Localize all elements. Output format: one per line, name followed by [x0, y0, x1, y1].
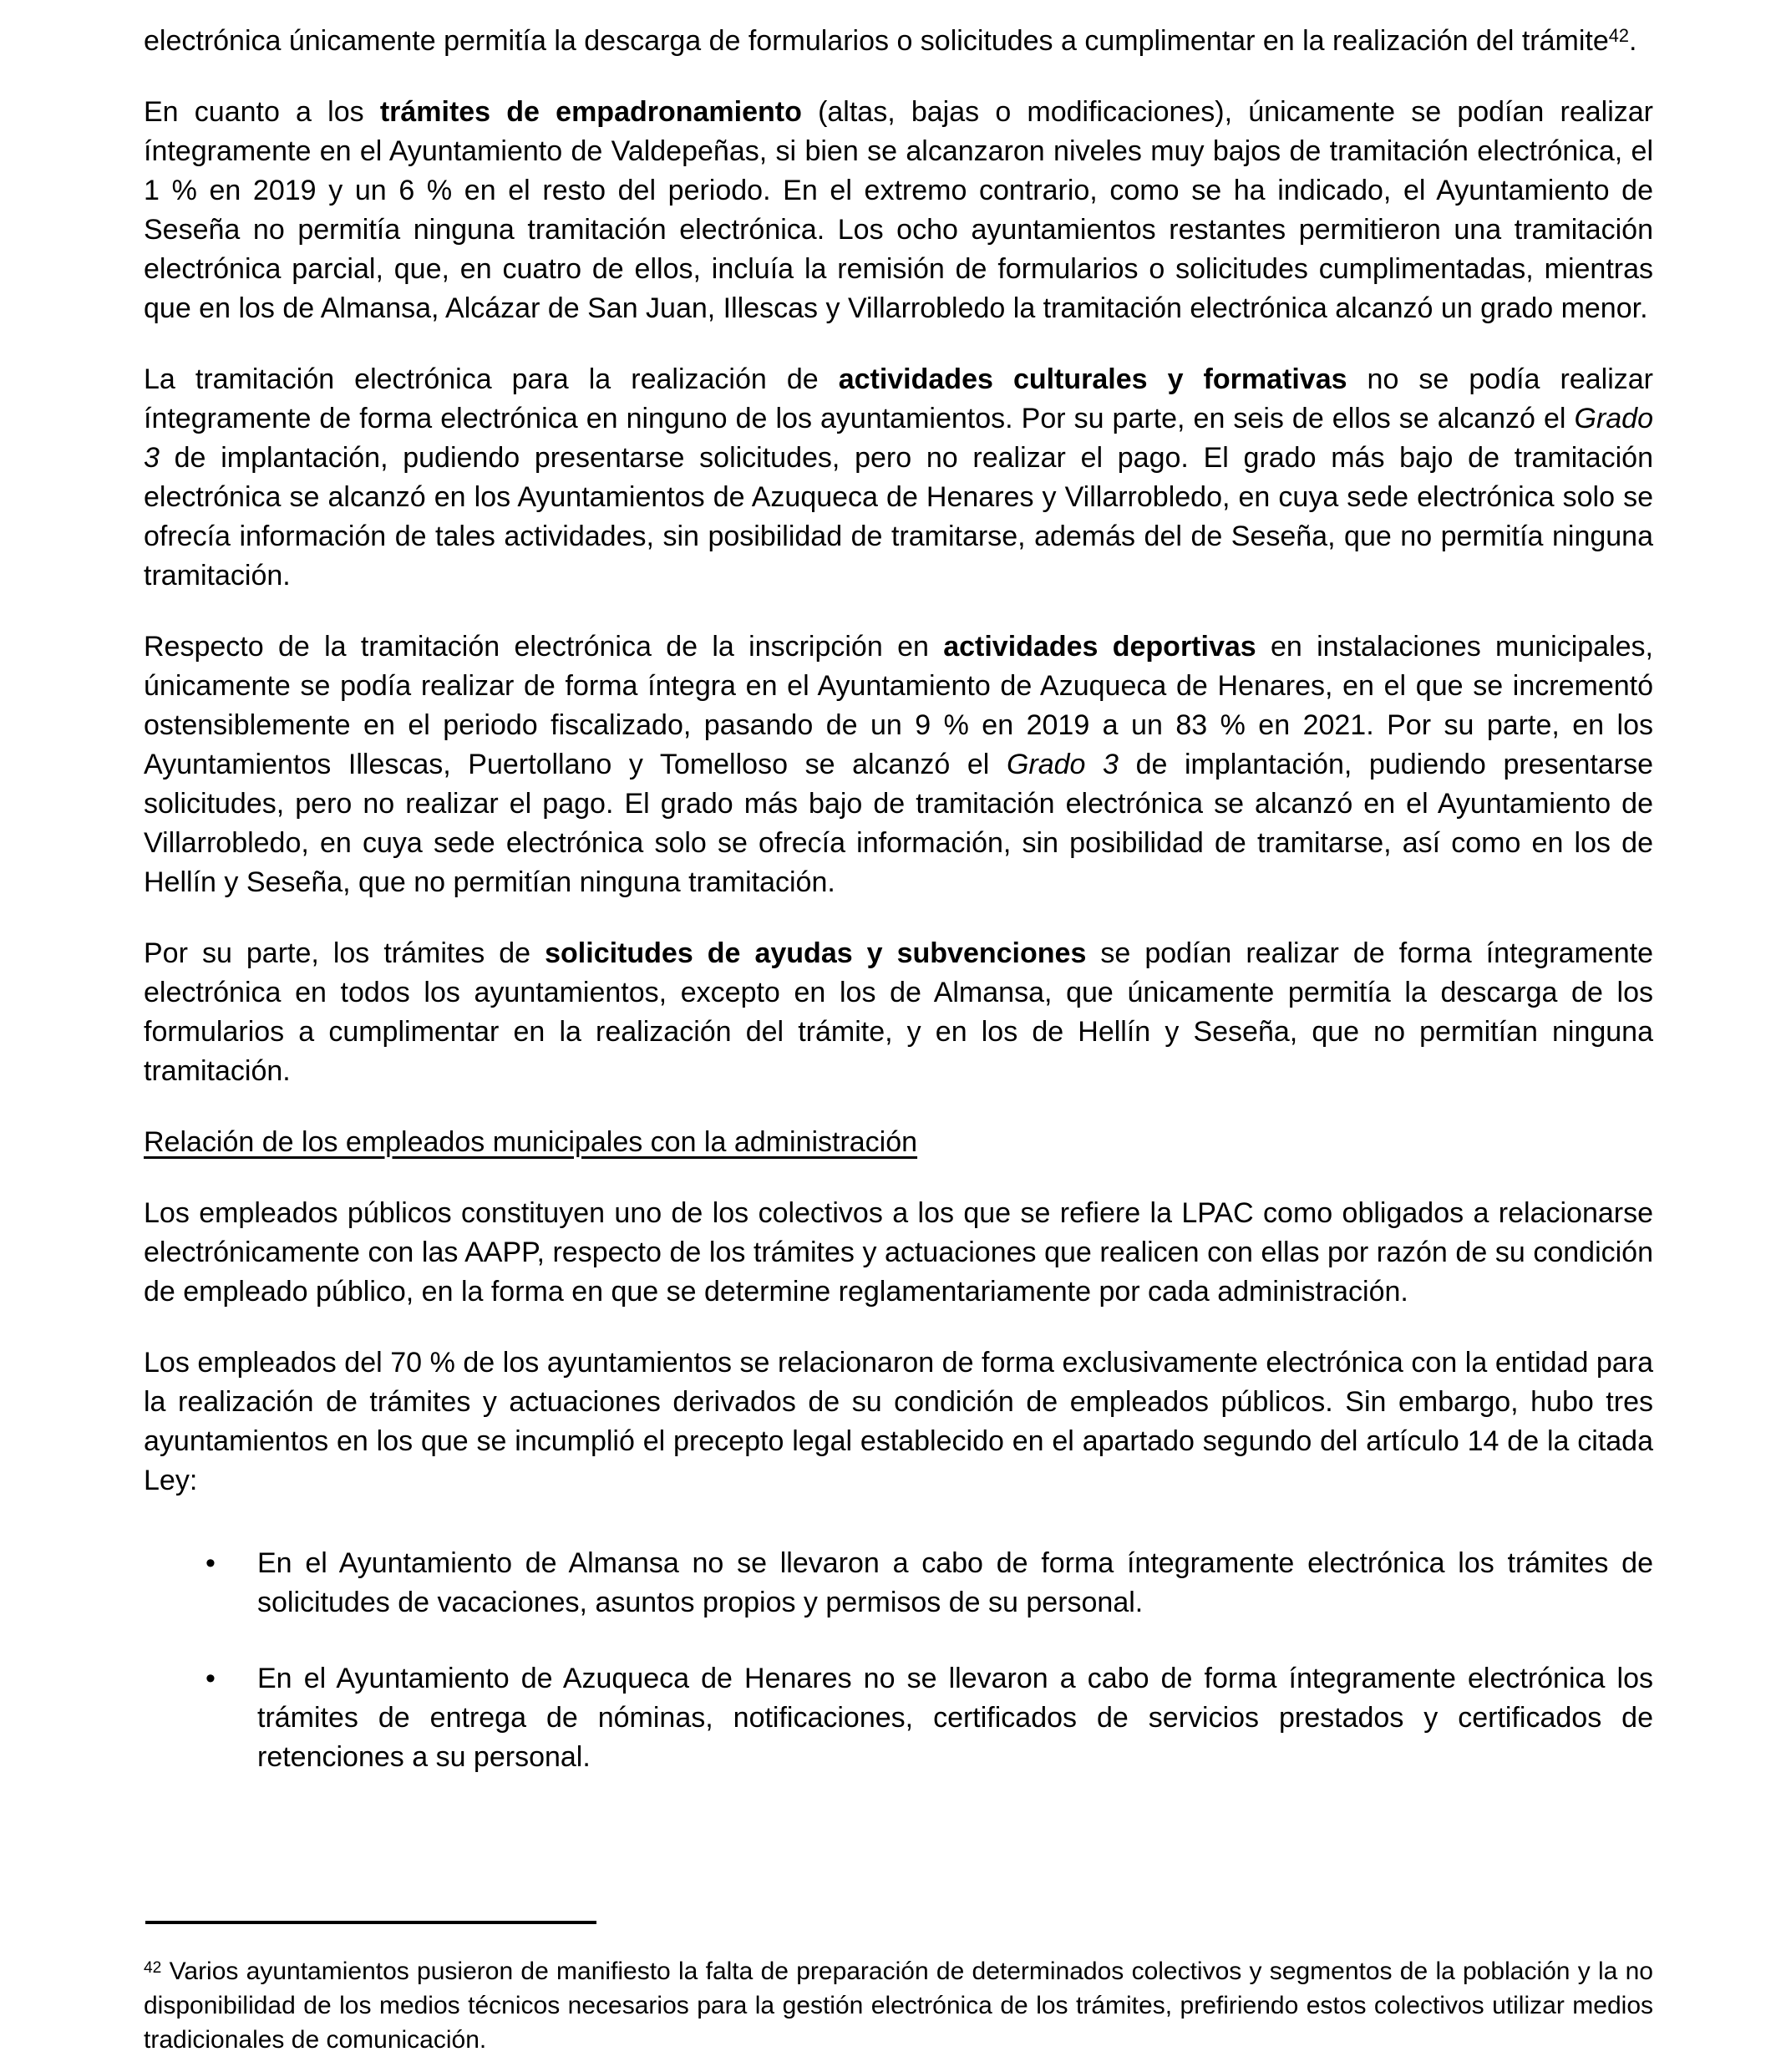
bullet-icon: •	[206, 1547, 216, 1579]
text-run-italic: Grado 3	[144, 403, 1653, 474]
footnote-42	[144, 1954, 1653, 2057]
text-run: La tramitación electrónica para la realización de	[144, 363, 839, 395]
footnote-number: 42	[144, 1959, 162, 1978]
paragraph-empadronamiento	[144, 93, 1653, 328]
text-run: Por su parte, los trámites de	[144, 937, 545, 969]
incumplimiento-bullet-list	[144, 1544, 1653, 1814]
paragraph-text: electrónica únicamente permitía la descarga de formularios o solicitudes a cumplimentar en la realización del trámite	[144, 25, 1609, 57]
text-run-bold: actividades culturales y formativas	[838, 363, 1347, 395]
paragraph-ayudas-subvenciones	[144, 934, 1653, 1091]
bullet-text-azuqueca: En el Ayuntamiento de Azuqueca de Henares no se llevaron a cabo de forma íntegramente electrónica los trámites de entrega de nóminas, notificaciones, certificados de servicios prestados y certificados de retenciones a su personal.	[257, 1663, 1653, 1773]
text-run: se podían realizar de forma íntegramente electrónica en todos los ayuntamientos, excepto en los de Almansa, que únicamente permitía la descarga de los formularios a cumplimentar en la realización del trámite, y en los de Hellín y Seseña, que no permitían ninguna tramitación.	[144, 937, 1653, 1087]
text-run: de implantación, pudiendo presentarse solicitudes, pero no realizar el pago. El grado más bajo de tramitación electrónica se alcanzó en el Ayuntamiento de Villarrobledo, en cuya sede electrónica solo se ofrecía información, sin posibilidad de tramitarse, así como en los de Hellín y Seseña, que no permitían ninguna tramitación.	[144, 749, 1653, 898]
text-run: (altas, bajas o modificaciones), únicamente se podían realizar íntegramente en el Ayuntamiento de Valdepeñas, si bien se alcanzaron niveles muy bajos de tramitación electrónica, el 1 % en 2019 y un 6 % en el resto del periodo. En el extremo contrario, como se ha indicado, el Ayuntamiento de Seseña no permitía ninguna tramitación electrónica. Los ocho ayuntamientos restantes permitieron una tramitación electrónica parcial, que, en cuatro de ellos, incluía la remisión de formularios o solicitudes cumplimentadas, mientras que en los de Almansa, Alcázar de San Juan, Illescas y Villarrobledo la tramitación electrónica alcanzó un grado menor.	[144, 96, 1653, 324]
paragraph-text: .	[1628, 25, 1637, 57]
text-run-italic: Grado 3	[1006, 749, 1119, 780]
text-run: En cuanto a los	[144, 96, 380, 128]
paragraph-tramite-intro	[144, 22, 1653, 61]
paragraph-empleados-publicos: Los empleados públicos constituyen uno de los colectivos a los que se refiere la LPAC como obligados a relacionarse electrónicamente con las AAPP, respecto de los trámites y actuaciones que realicen con ellas por razón de su condición de empleado público, en la forma en que se determine reglamentariamente por cada administración.	[144, 1197, 1653, 1308]
text-run-bold: solicitudes de ayudas y subvenciones	[545, 937, 1087, 969]
section-heading-relacion-empleados: Relación de los empleados municipales con la administración	[144, 1126, 918, 1158]
text-run: no se podía realizar íntegramente de forma electrónica en ninguno de los ayuntamientos. Por su parte, en seis de ellos se alcanzó el	[144, 363, 1653, 434]
footnote-section	[144, 1921, 1653, 2057]
paragraph-actividades-culturales	[144, 360, 1653, 596]
text-run-bold: trámites de empadronamiento	[379, 96, 802, 128]
text-run: Respecto de la tramitación electrónica de la inscripción en	[144, 631, 944, 663]
text-run: de implantación, pudiendo presentarse solicitudes, pero no realizar el pago. El grado más bajo de tramitación electrónica se alcanzó en los Ayuntamientos de Azuqueca de Henares y Villarrobledo, en cuya sede electrónica solo se ofrecía información de tales actividades, sin posibilidad de tramitarse, además del de Seseña, que no permitía ninguna tramitación.	[144, 442, 1653, 592]
bullet-icon: •	[206, 1663, 216, 1694]
text-run: en instalaciones municipales, únicamente se podía realizar de forma íntegra en el Ayuntamiento de Azuqueca de Henares, en el que se incrementó ostensiblemente en el periodo fiscalizado, pasando de un 9 % en 2019 a un 83 % en 2021. Por su parte, en los Ayuntamientos Illescas, Puertollano y Tomelloso se alcanzó el	[144, 631, 1653, 780]
footnote-body-text: Varios ayuntamientos pusieron de manifiesto la falta de preparación de determinados colectivos y segmentos de la población y la no disponibilidad de los medios técnicos necesarios para la gestión electrónica de los trámites, prefiriendo estos colectivos utilizar medios tradicionales de comunicación.	[144, 1958, 1653, 2054]
footnote-separator-rule	[145, 1921, 596, 1924]
text-run-bold: actividades deportivas	[943, 631, 1256, 663]
paragraph-actividades-deportivas	[144, 627, 1653, 902]
list-item	[144, 1659, 1653, 1777]
footnote-reference-42: 42	[1608, 25, 1629, 47]
list-item	[144, 1544, 1653, 1623]
bullet-text-almansa: En el Ayuntamiento de Almansa no se llevaron a cabo de forma íntegramente electrónica los trámites de solicitudes de vacaciones, asuntos propios y permisos de su personal.	[257, 1547, 1653, 1618]
paragraph-empleados-70-por-ciento: Los empleados del 70 % de los ayuntamientos se relacionaron de forma exclusivamente electrónica con la entidad para la realización de trámites y actuaciones derivados de su condición de empleados públicos. Sin embargo, hubo tres ayuntamientos en los que se incumplió el precepto legal establecido en el apartado segundo del artículo 14 de la citada Ley:	[144, 1347, 1653, 1496]
